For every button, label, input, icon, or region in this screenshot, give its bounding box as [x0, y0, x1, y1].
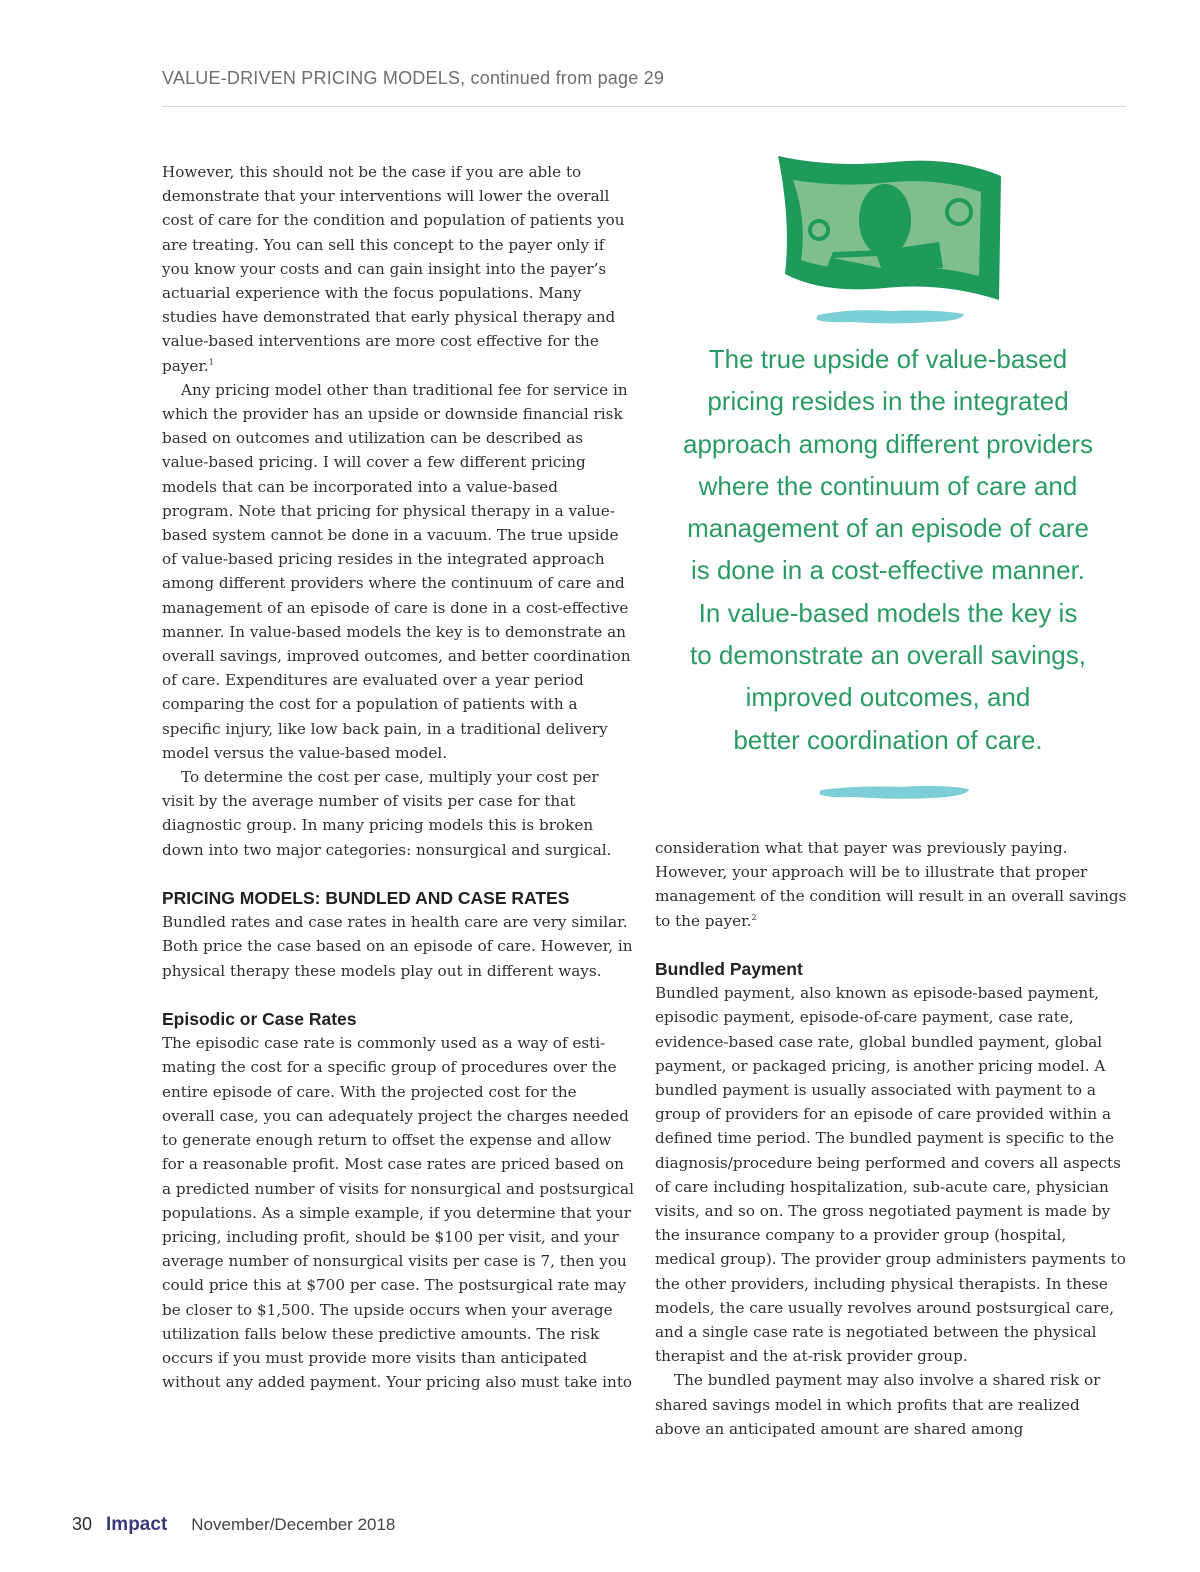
running-head [162, 68, 664, 89]
pull-quote-line: pricing resides in the integrated [707, 386, 1069, 417]
body-paragraph: Bundled rates and case rates in health care are very similar. Both price the case based on an episode of care. However, in physical therapy these models play out in different ways. [162, 913, 633, 980]
body-paragraph: The bundled payment may also involve a shared risk or shared savings model in which profits that are realized above an anticipated amount are shared among [655, 1371, 1101, 1438]
subsection-heading-bundled-payment: Bundled Payment [655, 959, 803, 979]
left-column [162, 160, 634, 1394]
body-paragraph: The episodic case rate is commonly used as a way of estimating the cost for a specific group of procedures over the entire episode of care. With the projected cost for the overall case, you can adequately project the charges needed to generate enough return to offset the expense and allow for a reasonable profit. Most case rates are priced based on a predicted number of visits for nonsurgical and postsurgical populations. As a simple example, if you determine that your pricing, including profit, should be $100 per visit, and your average number of nonsurgical visits per case is 7, then you could price this at $700 per case. The postsurgical rate may be closer to $1,500. The upside occurs when your average utilization falls below these predictive amounts. The risk occurs if you must provide more visits than anticipated without any added payment. Your pricing also must take into [162, 1034, 634, 1392]
paragraph-text: consideration what that payer was previously paying. However, your approach will be to illustrate that proper management of the condition will result in an overall savings to the payer. [655, 839, 1127, 930]
pull-quote-line: to demonstrate an overall savings, [690, 640, 1086, 671]
footnote-ref: 1 [208, 357, 214, 367]
body-paragraph [655, 836, 1127, 933]
running-head-title: VALUE-DRIVEN PRICING MODELS [162, 68, 461, 88]
pull-quote-line: management of an episode of care [687, 513, 1089, 544]
pull-quote-line: approach among different providers [683, 428, 1093, 459]
pull-quote-line: In value-based models the key is [698, 597, 1078, 628]
body-paragraph: Bundled payment, also known as episode-based payment, episodic payment, episode-of-care payment, case rate, evidence-based case rate, global bundled payment, global payment, or packaged pricing, is another pricing model. A bundled payment is usually associated with payment to a group of providers for an episode of care provided within a defined time period. The bundled payment is specific to the diagnosis/procedure being performed and covers all aspects of care including hospitalization, sub-acute care, physician visits, and so on. The gross negotiated payment is made by the insurance company to a provider group (hospital, medical group). The provider group administers payments to the other providers, including physical therapists. In these models, the care usually revolves around postsurgical care, and a single case rate is negotiated between the physical therapist and the at-risk provider group. [655, 984, 1126, 1366]
brush-stroke-icon [812, 305, 968, 327]
section-heading-pricing-models: PRICING MODELS: BUNDLED AND CASE RATES [162, 888, 570, 909]
issue-date: November/December 2018 [191, 1515, 396, 1534]
pull-quote-line: where the continuum of care and [698, 470, 1078, 501]
pull-quote-line: better coordination of care. [733, 724, 1043, 755]
header-divider [162, 106, 1126, 107]
body-paragraph [162, 160, 634, 378]
pull-quote [662, 338, 1114, 761]
pull-quote-line: The true upside of value-based [708, 344, 1068, 374]
magazine-logo: Impact [106, 1514, 168, 1535]
right-column [655, 836, 1127, 1441]
footnote-ref: 2 [751, 912, 757, 922]
subsection-heading-episodic: Episodic or Case Rates [162, 1009, 357, 1030]
pull-quote-line: is done in a cost-effective manner. [690, 555, 1086, 586]
brush-stroke-icon [816, 781, 972, 803]
body-paragraph: Any pricing model other than traditional fee for service in which the provider has an upside or downside financial risk based on outcomes and utilization can be described as value-based pricing. I will cover a few different pricing models that can be incorporated into a value-based program. Note that pricing for physical therapy in a value-based system cannot be done in a vacuum. The true upside of value-based pricing resides in the integrated approach among different providers where the continuum of care and management of an episode of care is done in a cost-effective manner. In value-based models the key is to demonstrate an overall savings, improved outcomes, and better coordination of care. Expenditures are evaluated over a year period comparing the cost for a population of patients with a specific injury, like low back pain, in a traditional delivery model versus the value-based model. [162, 380, 631, 762]
body-paragraph: To determine the cost per case, multiply your cost per visit by the average number of visits per case for that diagnostic group. In many pricing models this is broken down into two major categories: nonsurgical and surgical. [162, 768, 612, 859]
running-head-continuation: , continued from page 29 [460, 68, 665, 88]
page-number: 30 [72, 1514, 93, 1534]
page-footer [72, 1514, 395, 1538]
dollar-bill-icon [773, 150, 1005, 302]
pull-quote-line: improved outcomes, and [745, 682, 1031, 713]
paragraph-text: However, this should not be the case if you are able to demonstrate that your interventions will lower the overall cost of care for the condition and population of patients you are treating. You can sell this concept to the payer only if you know your costs and can gain insight into the payer’s actuarial experience with the focus populations. Many studies have demonstrated that early physical therapy and value-based interventions are more cost effective for the payer. [162, 163, 625, 375]
